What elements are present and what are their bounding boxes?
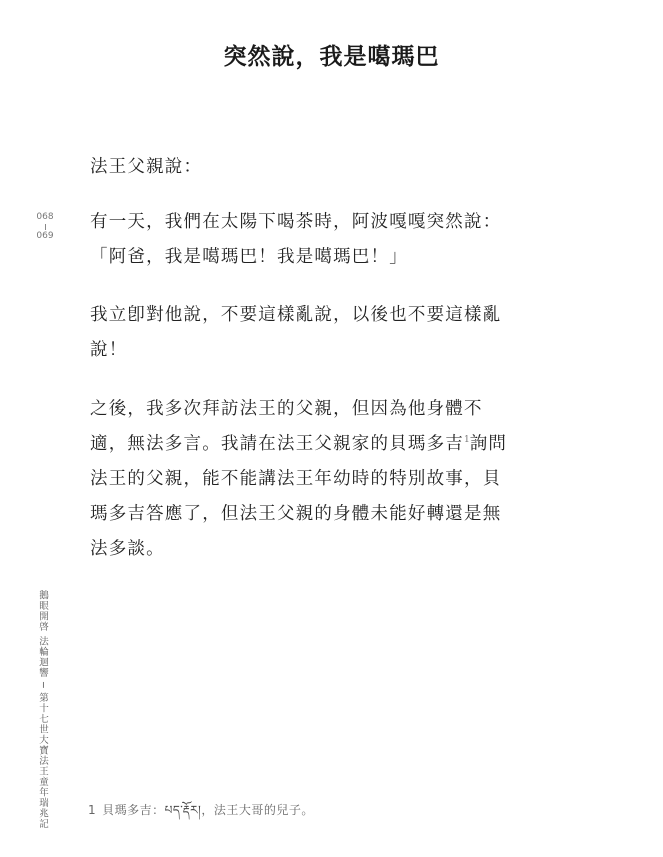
footnote-label: 貝瑪多吉：	[102, 803, 165, 817]
paragraph-1	[90, 150, 510, 185]
text-line: 之後，我多次拜訪法王的父親，但因為他身體不	[90, 399, 483, 419]
text-segment: 詢問	[469, 434, 508, 454]
paragraph-4	[90, 392, 510, 567]
text-line: 「阿爸，我是噶瑪巴！我是噶瑪巴！」	[90, 247, 408, 267]
page-numbers	[30, 212, 60, 242]
paragraph-2	[90, 205, 510, 275]
text-line: 法王父親說：	[90, 157, 203, 177]
footnote	[88, 797, 314, 831]
text-line: 法王的父親，能不能講法王年幼時的特別故事，貝	[90, 469, 502, 489]
footnote-number: 1	[88, 803, 97, 817]
text-line: 說！	[90, 340, 128, 360]
page-number-left: 068	[36, 212, 54, 222]
text-line: 法多談。	[90, 539, 165, 559]
paragraph-3	[90, 298, 510, 368]
footnote-marker[interactable]: 1	[464, 435, 470, 446]
footnote-tibetan: པད་རྡོར།	[164, 803, 202, 817]
text-segment: 適，無法多言。我請在法王父親家的貝瑪多吉	[90, 434, 464, 454]
running-title: 鵝眼開啓 法輪迴響 ─ 第十七世大寶法王童年瑞兆記	[37, 590, 48, 830]
text-line: 瑪多吉答應了，但法王父親的身體未能好轉還是無	[90, 504, 502, 524]
chapter-title: 突然說，我是噶瑪巴	[223, 44, 440, 70]
page-number-divider	[45, 224, 46, 230]
text-line	[90, 427, 510, 462]
footnote-text: ，法王大哥的兒子。	[201, 803, 314, 817]
text-line: 有一天，我們在太陽下喝茶時，阿波嘎嘎突然說：	[90, 212, 502, 232]
page-number-right: 069	[36, 231, 54, 241]
text-line: 我立卽對他說，不要這樣亂說，以後也不要這樣亂	[90, 305, 502, 325]
